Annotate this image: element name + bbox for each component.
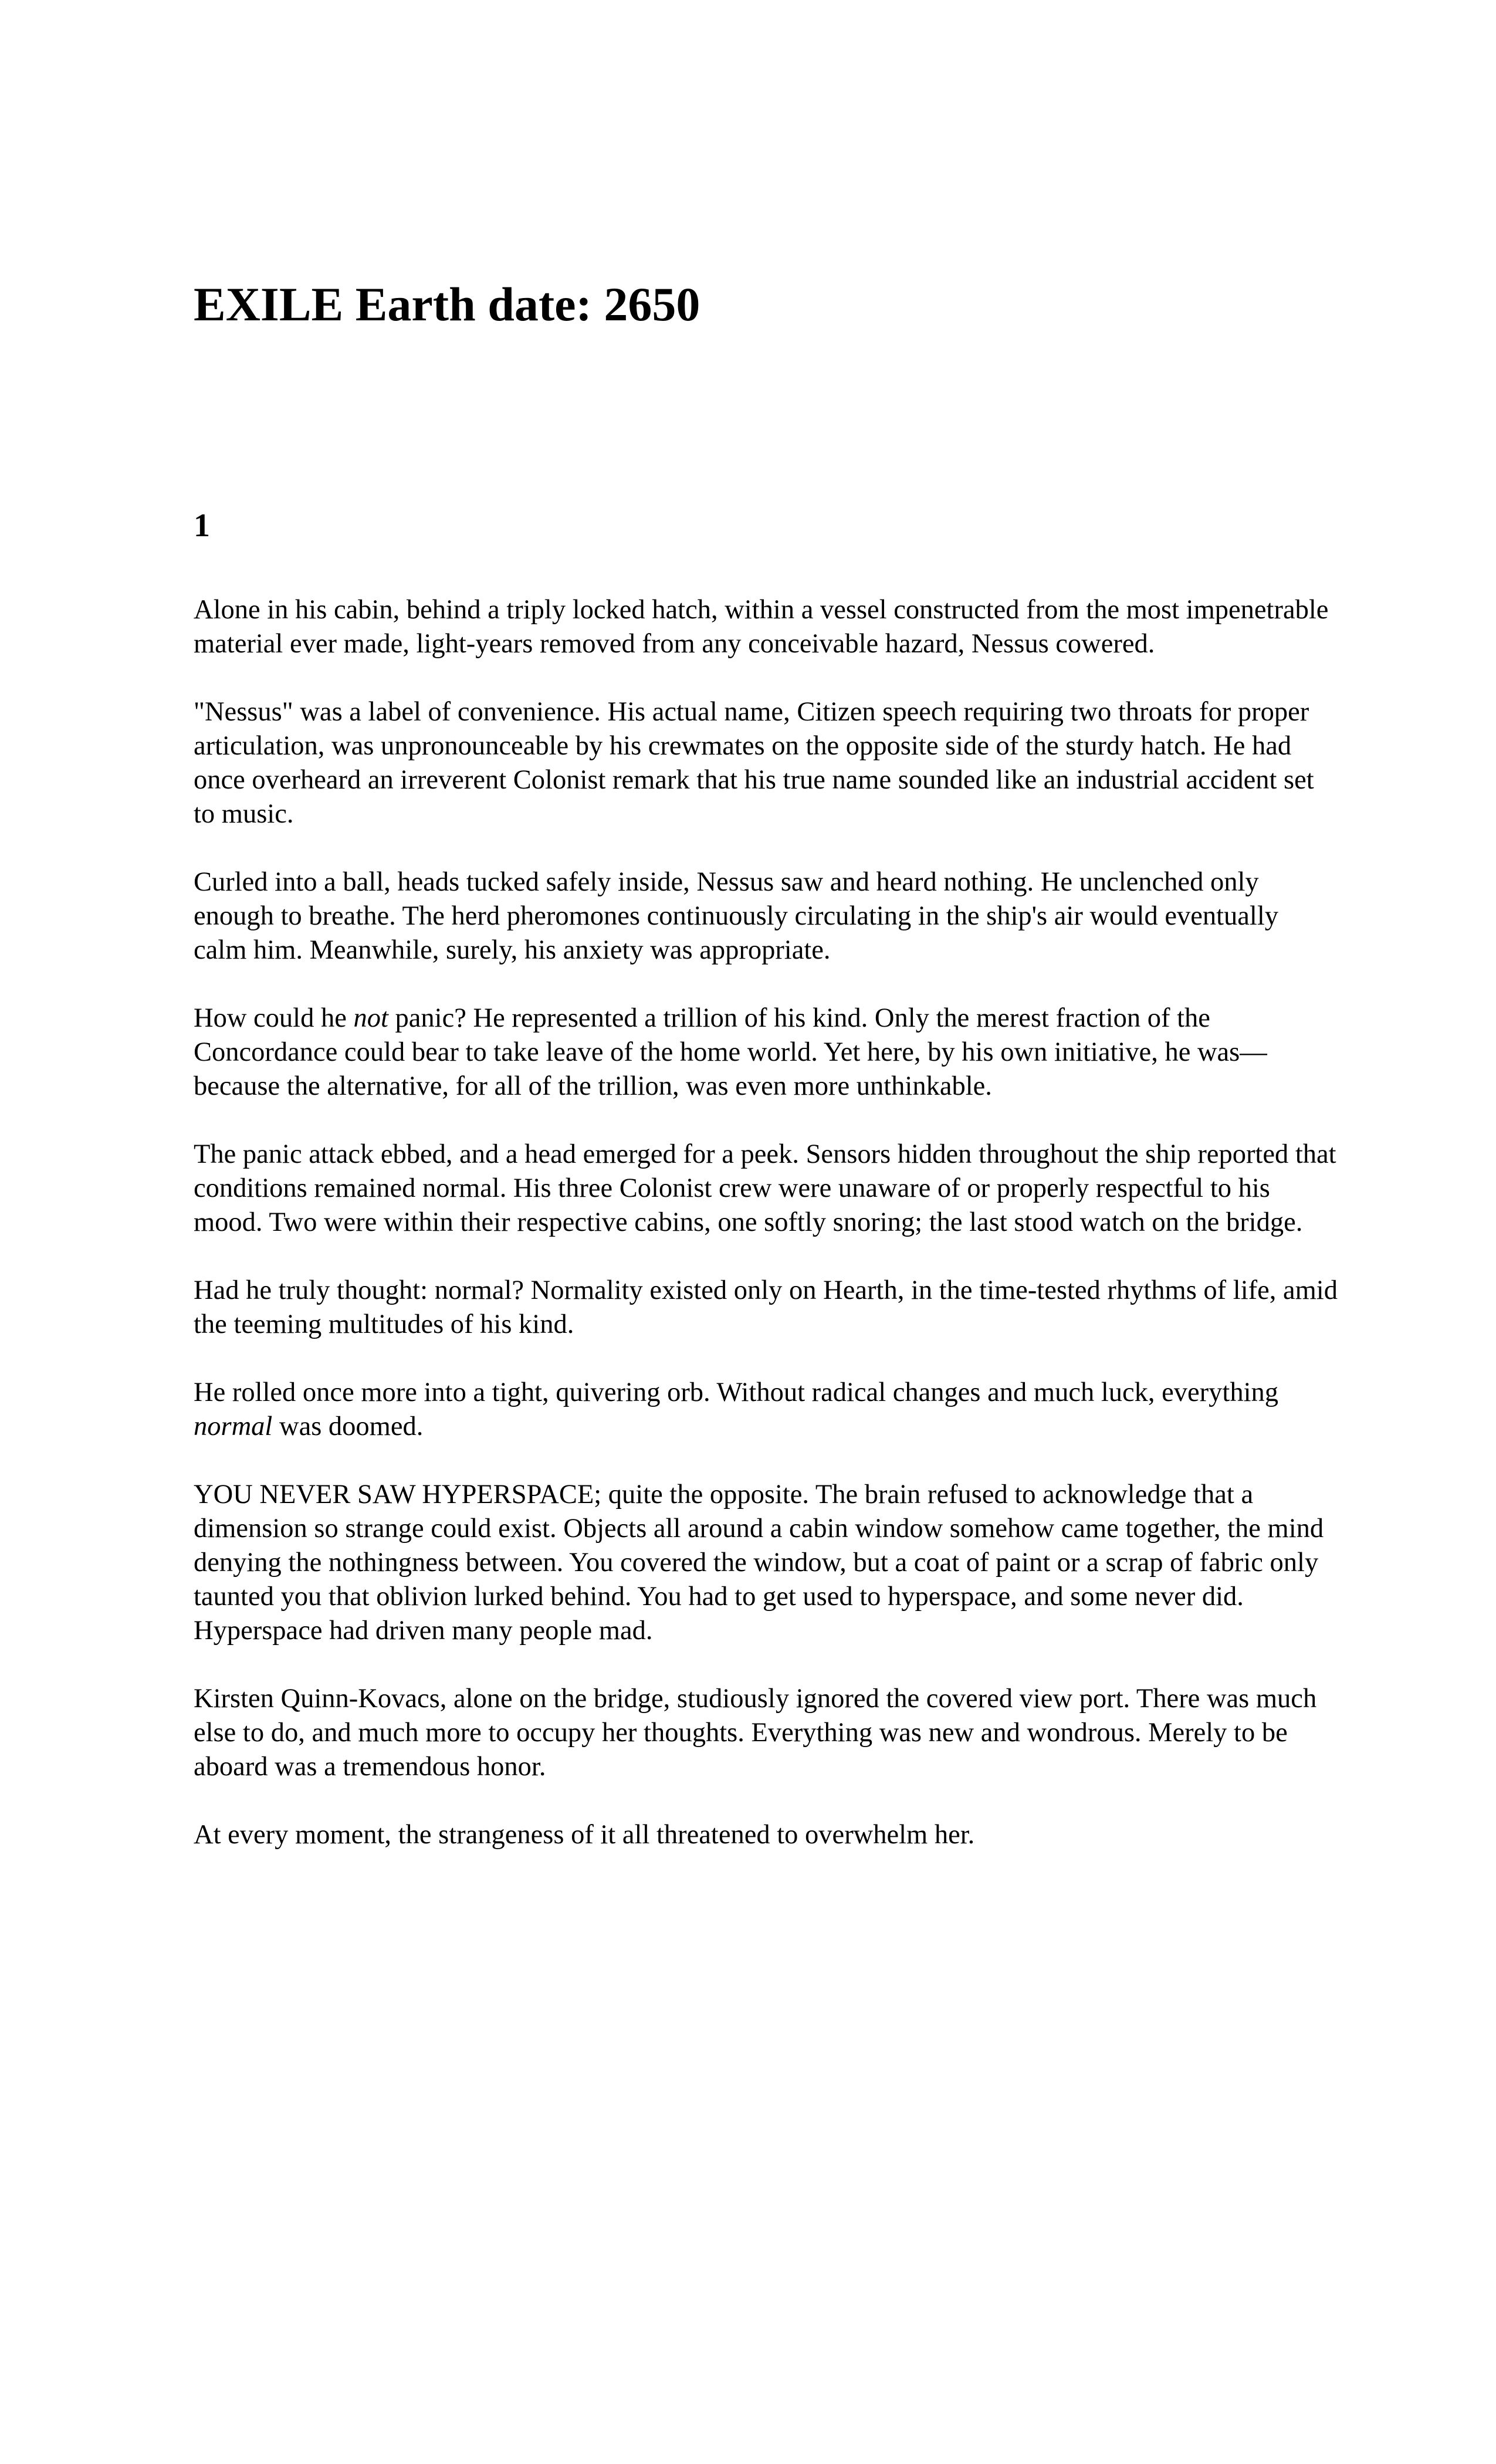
document-title: EXILE Earth date: 2650 (194, 277, 700, 331)
paragraph: The panic attack ebbed, and a head emerged for a peek. Sensors hidden throughout the ship reported that conditions remained normal. His three Colonist crew were unaware of or properly respectful to his mood. Two were within their respective cabins, one softly snoring; the last stood watch on the bridge. (194, 1139, 1336, 1237)
chapter-number: 1 (194, 507, 210, 544)
paragraph (194, 1001, 1338, 1104)
paragraph: YOU NEVER SAW HYPERSPACE; quite the opposite. The brain refused to acknowledge that a dimension so strange could exist. Objects all around a cabin window somehow came together, the mind denying the nothingness between. You covered the window, but a coat of paint or a scrap of fabric only taunted you that oblivion lurked behind. You had to get used to hyperspace, and some never did. Hyperspace had driven many people mad. (194, 1479, 1324, 1646)
paragraph-text: He rolled once more into a tight, quivering orb. Without radical changes and much luck, everything (194, 1377, 1278, 1407)
paragraph-text: How could he (194, 1003, 354, 1033)
paragraph: "Nessus" was a label of convenience. His actual name, Citizen speech requiring two throats for proper articulation, was unpronounceable by his crewmates on the opposite side of the sturdy hatch. He had once overheard an irreverent Colonist remark that his true name sounded like an industrial accident set to music. (194, 696, 1314, 829)
paragraph-text: panic? He represented a trillion of his kind. Only the merest fraction of the Concordance could bear to take leave of the home world. Yet here, by his own initiative, he was—because the alternative, for all of the trillion, was even more unthinkable. (194, 1003, 1267, 1101)
document-page (194, 276, 1338, 1886)
paragraph-text: was doomed. (272, 1411, 424, 1441)
paragraph: Curled into a ball, heads tucked safely inside, Nessus saw and heard nothing. He unclenched only enough to breathe. The herd pheromones continuously circulating in the ship's air would eventually calm him. Meanwhile, surely, his anxiety was appropriate. (194, 867, 1278, 965)
emphasis-text: not (353, 1003, 388, 1033)
paragraph: At every moment, the strangeness of it all threatened to overwhelm her. (194, 1819, 975, 1850)
emphasis-text: normal (194, 1411, 273, 1441)
paragraph: Had he truly thought: normal? Normality existed only on Hearth, in the time-tested rhythms of life, amid the teeming multitudes of his kind. (194, 1275, 1338, 1339)
paragraph (194, 1376, 1338, 1444)
paragraph: Kirsten Quinn-Kovacs, alone on the bridge, studiously ignored the covered view port. There was much else to do, and much more to occupy her thoughts. Everything was new and wondrous. Merely to be aboard was a tremendous honor. (194, 1683, 1317, 1782)
chapter-body (194, 593, 1338, 1852)
paragraph: Alone in his cabin, behind a triply locked hatch, within a vessel constructed from the most impenetrable material ever made, light-years removed from any conceivable hazard, Nessus cowered. (194, 594, 1329, 659)
